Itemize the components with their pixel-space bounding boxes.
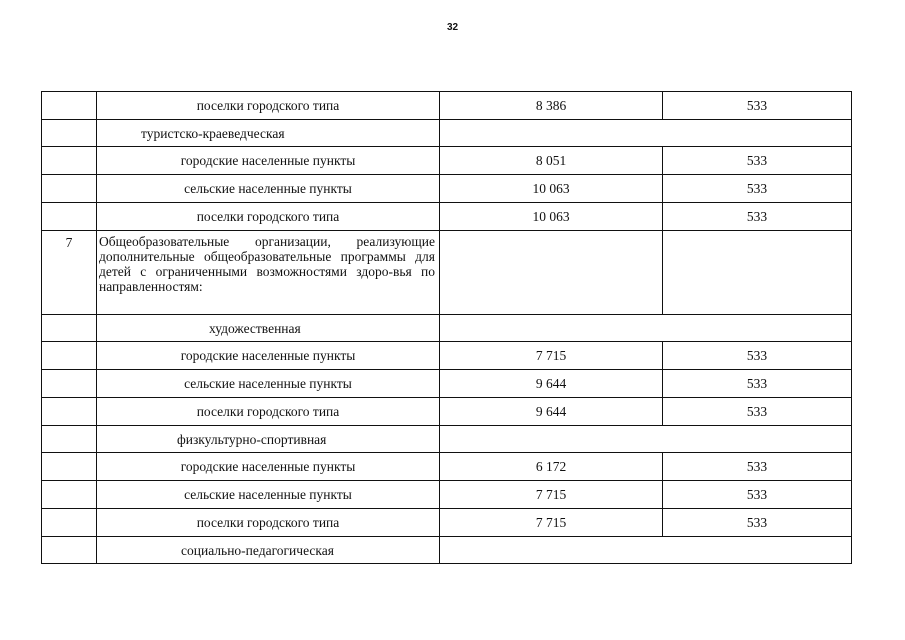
rate-cell: 533 [663, 509, 852, 537]
rate-cell: 533 [663, 147, 852, 175]
rate-cell: 533 [663, 342, 852, 370]
rate-cell: 533 [663, 92, 852, 120]
page-number: 32 [446, 22, 459, 33]
row-number-cell [42, 175, 97, 203]
value-cell: 8 051 [440, 147, 663, 175]
empty-value-cell [440, 231, 663, 315]
table-row [42, 175, 852, 203]
row-number-cell [42, 426, 97, 453]
table-row [42, 147, 852, 175]
value-cell: 7 715 [440, 509, 663, 537]
table-row [42, 120, 852, 147]
row-number-cell [42, 509, 97, 537]
settlement-type-cell: поселки городского типа [97, 398, 440, 426]
settlement-type-cell: городские населенные пункты [97, 147, 440, 175]
section-number-cell: 7 [42, 231, 97, 315]
settlement-type-cell: сельские населенные пункты [97, 175, 440, 203]
rate-cell: 533 [663, 398, 852, 426]
table-row [42, 481, 852, 509]
table-row [42, 537, 852, 564]
value-cell: 8 386 [440, 92, 663, 120]
direction-label-cell: художественная [97, 315, 440, 342]
row-number-cell [42, 315, 97, 342]
table-row [42, 203, 852, 231]
section-title-cell: Общеобразовательные организации, реализующие дополнительные общеобразовательные программы для детей с ограниченными возможностями здоро-вья по направленностям: [97, 231, 440, 315]
row-number-cell [42, 370, 97, 398]
settlement-type-cell: поселки городского типа [97, 203, 440, 231]
empty-merged-cell [440, 426, 852, 453]
empty-rate-cell [663, 231, 852, 315]
direction-label-cell: туристско-краеведческая [97, 120, 440, 147]
direction-label-cell: физкультурно-спортивная [97, 426, 440, 453]
table-row [42, 315, 852, 342]
settlement-type-cell: сельские населенные пункты [97, 481, 440, 509]
row-number-cell [42, 203, 97, 231]
row-number-cell [42, 453, 97, 481]
row-number-cell [42, 342, 97, 370]
empty-merged-cell [440, 537, 852, 564]
value-cell: 6 172 [440, 453, 663, 481]
table-row [42, 231, 852, 315]
table-row [42, 398, 852, 426]
direction-label-cell: социально-педагогическая [97, 537, 440, 564]
rate-cell: 533 [663, 370, 852, 398]
empty-merged-cell [440, 120, 852, 147]
value-cell: 9 644 [440, 398, 663, 426]
settlement-type-cell: поселки городского типа [97, 509, 440, 537]
settlement-type-cell: городские населенные пункты [97, 453, 440, 481]
table-body [42, 92, 852, 564]
table-row [42, 342, 852, 370]
empty-merged-cell [440, 315, 852, 342]
tariff-table [41, 91, 852, 564]
rate-cell: 533 [663, 481, 852, 509]
row-number-cell [42, 398, 97, 426]
value-cell: 9 644 [440, 370, 663, 398]
value-cell: 10 063 [440, 175, 663, 203]
row-number-cell [42, 481, 97, 509]
settlement-type-cell: городские населенные пункты [97, 342, 440, 370]
value-cell: 10 063 [440, 203, 663, 231]
settlement-type-cell: сельские населенные пункты [97, 370, 440, 398]
rate-cell: 533 [663, 175, 852, 203]
row-number-cell [42, 537, 97, 564]
table-row [42, 453, 852, 481]
table-row [42, 370, 852, 398]
row-number-cell [42, 92, 97, 120]
row-number-cell [42, 147, 97, 175]
table-row [42, 426, 852, 453]
settlement-type-cell: поселки городского типа [97, 92, 440, 120]
value-cell: 7 715 [440, 481, 663, 509]
rate-cell: 533 [663, 453, 852, 481]
rate-cell: 533 [663, 203, 852, 231]
value-cell: 7 715 [440, 342, 663, 370]
table-row [42, 509, 852, 537]
table-row [42, 92, 852, 120]
row-number-cell [42, 120, 97, 147]
